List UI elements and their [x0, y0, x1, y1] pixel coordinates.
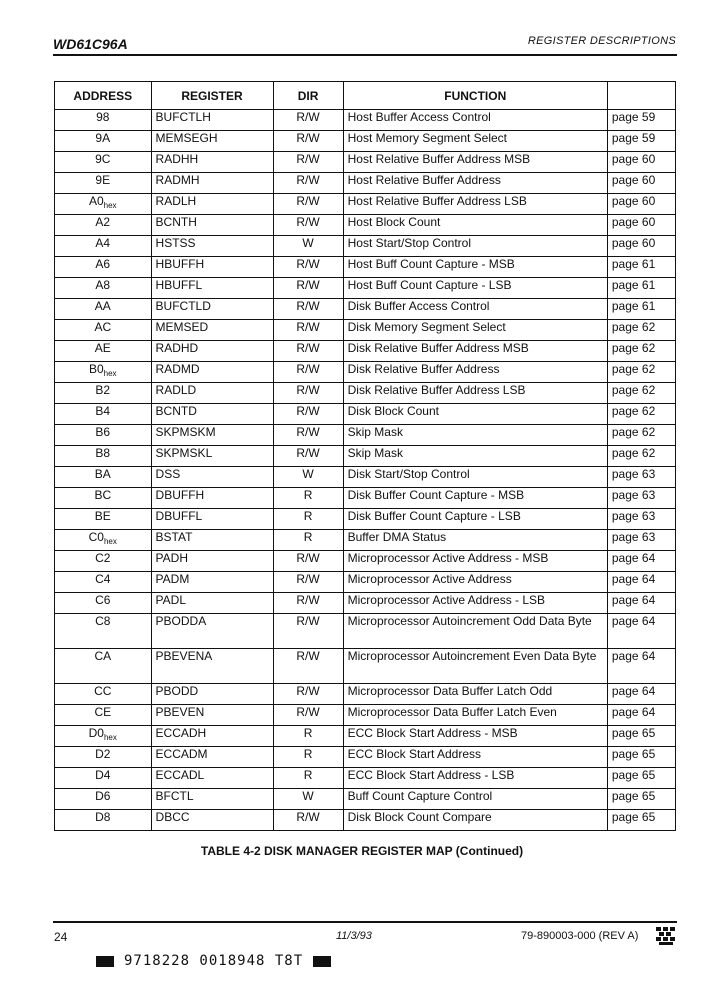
hex-subscript: hex: [103, 369, 117, 378]
register-cell: BSTAT: [151, 530, 273, 551]
dir-cell: R/W: [273, 131, 343, 152]
address-value: A8: [95, 278, 111, 292]
dir-cell: R/W: [273, 278, 343, 299]
register-cell: DSS: [151, 467, 273, 488]
table-row: [55, 768, 676, 789]
page-ref-cell: page 64: [607, 593, 675, 614]
address-value: B8: [95, 446, 111, 460]
table-row: [55, 614, 676, 649]
address-cell: [55, 705, 152, 726]
address-cell: [55, 257, 152, 278]
column-header-register: REGISTER: [151, 82, 273, 110]
address-cell: [55, 110, 152, 131]
table-row: [55, 362, 676, 383]
dir-cell: R: [273, 747, 343, 768]
dir-cell: R/W: [273, 705, 343, 726]
address-cell: [55, 530, 152, 551]
dir-cell: R/W: [273, 446, 343, 467]
dir-cell: R/W: [273, 362, 343, 383]
function-cell: Microprocessor Data Buffer Latch Even: [343, 705, 607, 726]
dir-cell: R/W: [273, 110, 343, 131]
register-cell: RADLD: [151, 383, 273, 404]
table-row: [55, 446, 676, 467]
register-cell: RADMH: [151, 173, 273, 194]
address-cell: [55, 726, 152, 747]
function-cell: Disk Buffer Count Capture - LSB: [343, 509, 607, 530]
barcode-block-right: [313, 956, 331, 967]
function-cell: Buffer DMA Status: [343, 530, 607, 551]
table-row: [55, 320, 676, 341]
dir-cell: R/W: [273, 551, 343, 572]
address-value: C4: [95, 572, 111, 586]
address-cell: [55, 383, 152, 404]
address-value: 98: [96, 110, 110, 124]
function-cell: Disk Buffer Count Capture - MSB: [343, 488, 607, 509]
register-cell: PBEVENA: [151, 649, 273, 684]
address-cell: [55, 551, 152, 572]
register-cell: BCNTD: [151, 404, 273, 425]
address-cell: [55, 341, 152, 362]
dir-cell: R/W: [273, 684, 343, 705]
table-row: [55, 236, 676, 257]
dir-cell: R/W: [273, 257, 343, 278]
dir-cell: R/W: [273, 810, 343, 831]
table-row: [55, 215, 676, 236]
address-cell: [55, 152, 152, 173]
column-header-function: FUNCTION: [343, 82, 607, 110]
dir-cell: R/W: [273, 173, 343, 194]
address-value: B4: [95, 404, 111, 418]
dir-cell: R/W: [273, 572, 343, 593]
header-rule: [53, 54, 677, 56]
function-cell: Host Buff Count Capture - LSB: [343, 278, 607, 299]
register-cell: ECCADL: [151, 768, 273, 789]
dir-cell: R/W: [273, 649, 343, 684]
register-cell: DBCC: [151, 810, 273, 831]
dir-cell: R/W: [273, 593, 343, 614]
register-cell: BUFCTLH: [151, 110, 273, 131]
page-ref-cell: page 61: [607, 278, 675, 299]
address-value: 9A: [95, 131, 111, 145]
page-ref-cell: page 64: [607, 684, 675, 705]
address-cell: [55, 747, 152, 768]
register-cell: PBODD: [151, 684, 273, 705]
register-cell: MEMSED: [151, 320, 273, 341]
page-ref-cell: page 62: [607, 404, 675, 425]
function-cell: Microprocessor Active Address: [343, 572, 607, 593]
table-row: [55, 810, 676, 831]
function-cell: Host Relative Buffer Address LSB: [343, 194, 607, 215]
function-cell: Disk Memory Segment Select: [343, 320, 607, 341]
page-ref-cell: page 61: [607, 299, 675, 320]
page-ref-cell: page 65: [607, 789, 675, 810]
register-cell: DBUFFH: [151, 488, 273, 509]
table-row: [55, 705, 676, 726]
table-row: [55, 173, 676, 194]
hex-subscript: hex: [103, 733, 117, 742]
page-ref-cell: page 63: [607, 530, 675, 551]
register-cell: PBEVEN: [151, 705, 273, 726]
dir-cell: R: [273, 768, 343, 789]
company-logo-icon: [656, 927, 676, 950]
page-ref-cell: page 63: [607, 467, 675, 488]
register-map-table: [54, 81, 676, 831]
table-row: [55, 257, 676, 278]
function-cell: Disk Block Count Compare: [343, 810, 607, 831]
function-cell: Disk Block Count: [343, 404, 607, 425]
page-ref-cell: page 60: [607, 173, 675, 194]
dir-cell: R/W: [273, 194, 343, 215]
page-ref-cell: page 65: [607, 726, 675, 747]
table-row: [55, 789, 676, 810]
address-cell: [55, 488, 152, 509]
function-cell: Microprocessor Active Address - LSB: [343, 593, 607, 614]
document-number: 79-890003-000 (REV A): [521, 930, 639, 942]
address-value: C6: [95, 593, 111, 607]
table-row: [55, 467, 676, 488]
address-cell: [55, 810, 152, 831]
table-row: [55, 684, 676, 705]
table-row: [55, 299, 676, 320]
register-cell: DBUFFL: [151, 509, 273, 530]
barcode-block-left: [96, 956, 114, 967]
address-value: C2: [95, 551, 111, 565]
section-title: REGISTER DESCRIPTIONS: [527, 35, 676, 47]
dir-cell: R/W: [273, 152, 343, 173]
address-value: A0: [88, 194, 104, 208]
table-row: [55, 593, 676, 614]
address-value: 9E: [95, 173, 111, 187]
table-row: [55, 488, 676, 509]
dir-cell: R/W: [273, 299, 343, 320]
address-value: AE: [94, 341, 111, 355]
register-cell: PADL: [151, 593, 273, 614]
page-ref-cell: page 65: [607, 747, 675, 768]
register-cell: ECCADM: [151, 747, 273, 768]
address-cell: [55, 789, 152, 810]
table-row: [55, 425, 676, 446]
barcode-line: [96, 953, 331, 969]
function-cell: Host Buffer Access Control: [343, 110, 607, 131]
register-cell: PBODDA: [151, 614, 273, 649]
page-ref-cell: page 59: [607, 110, 675, 131]
function-cell: ECC Block Start Address - MSB: [343, 726, 607, 747]
address-cell: [55, 446, 152, 467]
register-cell: RADLH: [151, 194, 273, 215]
function-cell: Disk Relative Buffer Address LSB: [343, 383, 607, 404]
table-row: [55, 194, 676, 215]
address-cell: [55, 649, 152, 684]
address-value: CE: [94, 705, 112, 719]
function-cell: Host Start/Stop Control: [343, 236, 607, 257]
address-cell: [55, 236, 152, 257]
address-cell: [55, 362, 152, 383]
page-ref-cell: page 65: [607, 810, 675, 831]
address-value: BE: [94, 509, 111, 523]
page-ref-cell: page 64: [607, 649, 675, 684]
table-row: [55, 747, 676, 768]
dir-cell: R: [273, 530, 343, 551]
function-cell: Host Memory Segment Select: [343, 131, 607, 152]
address-value: B6: [95, 425, 111, 439]
address-value: A4: [95, 236, 111, 250]
address-cell: [55, 425, 152, 446]
table-row: [55, 110, 676, 131]
function-cell: Microprocessor Autoincrement Odd Data Byte: [343, 614, 607, 649]
page-ref-cell: page 65: [607, 768, 675, 789]
barcode-text: 9718228 0018948 T8T: [124, 953, 304, 969]
register-cell: RADHD: [151, 341, 273, 362]
function-cell: Disk Relative Buffer Address: [343, 362, 607, 383]
address-value: B0: [88, 362, 104, 376]
address-cell: [55, 215, 152, 236]
table-row: [55, 404, 676, 425]
address-cell: [55, 572, 152, 593]
page-ref-cell: page 62: [607, 425, 675, 446]
address-cell: [55, 278, 152, 299]
hex-subscript: hex: [103, 537, 117, 546]
address-value: BC: [94, 488, 112, 502]
page-ref-cell: page 60: [607, 194, 675, 215]
column-header-dir: DIR: [273, 82, 343, 110]
register-cell: MEMSEGH: [151, 131, 273, 152]
address-value: 9C: [95, 152, 111, 166]
register-cell: BUFCTLD: [151, 299, 273, 320]
register-cell: ECCADH: [151, 726, 273, 747]
table-row: [55, 341, 676, 362]
address-value: CA: [94, 649, 112, 663]
register-cell: HBUFFL: [151, 278, 273, 299]
function-cell: ECC Block Start Address: [343, 747, 607, 768]
dir-cell: R/W: [273, 383, 343, 404]
dir-cell: W: [273, 789, 343, 810]
address-cell: [55, 768, 152, 789]
register-cell: SKPMSKM: [151, 425, 273, 446]
table-row: [55, 131, 676, 152]
address-cell: [55, 173, 152, 194]
table-row: [55, 649, 676, 684]
dir-cell: R/W: [273, 404, 343, 425]
table-row: [55, 152, 676, 173]
function-cell: Disk Relative Buffer Address MSB: [343, 341, 607, 362]
function-cell: Host Buff Count Capture - MSB: [343, 257, 607, 278]
address-cell: [55, 299, 152, 320]
function-cell: Host Relative Buffer Address MSB: [343, 152, 607, 173]
register-cell: BFCTL: [151, 789, 273, 810]
address-value: D2: [95, 747, 111, 761]
dir-cell: R/W: [273, 614, 343, 649]
dir-cell: R: [273, 726, 343, 747]
document-title: WD61C96A: [53, 36, 128, 52]
address-cell: [55, 593, 152, 614]
address-value: C0: [88, 530, 104, 544]
address-cell: [55, 131, 152, 152]
page-ref-cell: page 63: [607, 509, 675, 530]
page-ref-cell: page 62: [607, 362, 675, 383]
register-cell: SKPMSKL: [151, 446, 273, 467]
function-cell: Microprocessor Data Buffer Latch Odd: [343, 684, 607, 705]
function-cell: Microprocessor Active Address - MSB: [343, 551, 607, 572]
page-ref-cell: page 60: [607, 236, 675, 257]
page-ref-cell: page 64: [607, 705, 675, 726]
function-cell: Microprocessor Autoincrement Even Data Byte: [343, 649, 607, 684]
table-row: [55, 551, 676, 572]
page-ref-cell: page 62: [607, 383, 675, 404]
address-cell: [55, 467, 152, 488]
page-ref-cell: page 62: [607, 341, 675, 362]
register-cell: RADHH: [151, 152, 273, 173]
function-cell: Buff Count Capture Control: [343, 789, 607, 810]
page-ref-cell: page 60: [607, 215, 675, 236]
address-value: CC: [94, 684, 112, 698]
table-row: [55, 726, 676, 747]
dir-cell: R: [273, 509, 343, 530]
dir-cell: R/W: [273, 425, 343, 446]
table-row: [55, 530, 676, 551]
address-value: D8: [95, 810, 111, 824]
dir-cell: R/W: [273, 320, 343, 341]
page-ref-cell: page 63: [607, 488, 675, 509]
function-cell: Skip Mask: [343, 446, 607, 467]
table-row: [55, 509, 676, 530]
dir-cell: W: [273, 236, 343, 257]
address-value: D6: [95, 789, 111, 803]
dir-cell: R/W: [273, 341, 343, 362]
function-cell: Host Relative Buffer Address: [343, 173, 607, 194]
register-cell: RADMD: [151, 362, 273, 383]
function-cell: Disk Start/Stop Control: [343, 467, 607, 488]
address-value: B2: [95, 383, 111, 397]
footer-date: 11/3/93: [336, 930, 372, 942]
address-cell: [55, 194, 152, 215]
address-value: A2: [95, 215, 111, 229]
function-cell: ECC Block Start Address - LSB: [343, 768, 607, 789]
table-row: [55, 383, 676, 404]
page-ref-cell: page 62: [607, 446, 675, 467]
address-cell: [55, 684, 152, 705]
function-cell: Host Block Count: [343, 215, 607, 236]
register-cell: PADM: [151, 572, 273, 593]
address-cell: [55, 404, 152, 425]
register-cell: BCNTH: [151, 215, 273, 236]
address-value: C8: [95, 614, 111, 628]
page-ref-cell: page 61: [607, 257, 675, 278]
dir-cell: R/W: [273, 215, 343, 236]
register-cell: PADH: [151, 551, 273, 572]
page-number: 24: [54, 930, 68, 944]
register-cell: HSTSS: [151, 236, 273, 257]
page-ref-cell: page 60: [607, 152, 675, 173]
hex-subscript: hex: [103, 201, 117, 210]
address-value: D0: [88, 726, 104, 740]
column-header-page: [607, 82, 675, 110]
table-body: [55, 110, 676, 831]
page-ref-cell: page 62: [607, 320, 675, 341]
table-header-row: [55, 82, 676, 110]
column-header-address: ADDRESS: [55, 82, 152, 110]
address-value: A6: [95, 257, 111, 271]
page-ref-cell: page 64: [607, 551, 675, 572]
address-value: AA: [94, 299, 111, 313]
register-cell: HBUFFH: [151, 257, 273, 278]
address-value: AC: [94, 320, 112, 334]
dir-cell: W: [273, 467, 343, 488]
address-value: D4: [95, 768, 111, 782]
function-cell: Disk Buffer Access Control: [343, 299, 607, 320]
page-ref-cell: page 64: [607, 614, 675, 649]
address-cell: [55, 509, 152, 530]
footer-rule: [53, 921, 677, 923]
function-cell: Skip Mask: [343, 425, 607, 446]
address-value: BA: [94, 467, 111, 481]
page-ref-cell: page 64: [607, 572, 675, 593]
table-row: [55, 278, 676, 299]
address-cell: [55, 320, 152, 341]
address-cell: [55, 614, 152, 649]
table-row: [55, 572, 676, 593]
page-ref-cell: page 59: [607, 131, 675, 152]
dir-cell: R: [273, 488, 343, 509]
table-caption: TABLE 4-2 DISK MANAGER REGISTER MAP (Continued): [200, 844, 524, 858]
